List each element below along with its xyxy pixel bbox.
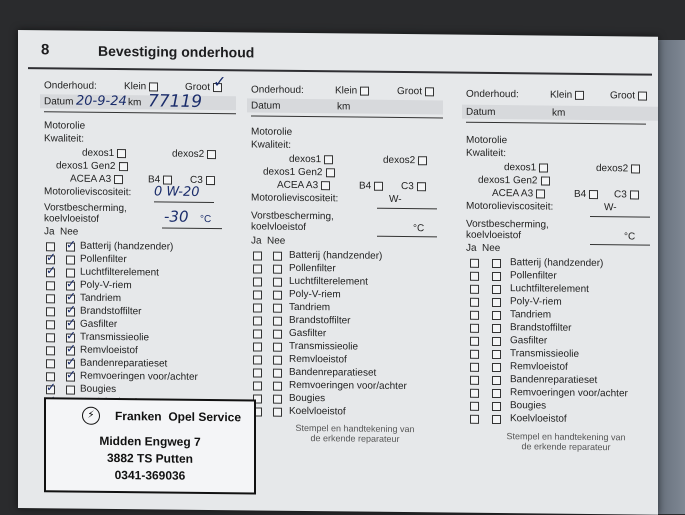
dexos1gen2-option[interactable]: dexos1 Gen2 — [478, 175, 550, 187]
celsius-unit: °C — [624, 231, 636, 243]
check-mark-icon: ✓ — [66, 354, 77, 369]
b4-option[interactable]: B4 — [574, 189, 598, 200]
list-item: Batterij (handzender) — [251, 249, 443, 251]
vorst-label-1: Vorstbescherming, — [44, 202, 127, 215]
list-item: ✓ Gasfilter — [44, 318, 236, 320]
dexos1-option[interactable]: dexos1 — [289, 154, 333, 165]
check-mark-icon: ✓ — [66, 341, 77, 356]
opel-bolt-icon: ⚡ — [82, 407, 100, 425]
list-item: ✓ Bougies — [46, 380, 117, 396]
c3-option[interactable]: C3 — [614, 189, 639, 200]
dealer-stamp — [44, 397, 256, 494]
list-item: ✓ Batterij (handzender) — [44, 240, 236, 242]
stamp-caption: Stempel en handtekening van de erkende reparateur — [506, 431, 626, 453]
nee-header: Nee — [60, 226, 79, 238]
visc-label: Motorolieviscositeit: — [251, 192, 339, 205]
groot-option[interactable]: Groot — [610, 90, 647, 101]
check-mark-icon: ✓ — [46, 250, 57, 265]
list-item: Gasfilter — [466, 335, 658, 337]
stamp-street: Midden Engweg 7 — [99, 433, 201, 449]
groot-option[interactable]: Groot — [397, 86, 434, 97]
list-item: Remvoeringen voor/achter — [466, 387, 658, 389]
dexos1gen2-option[interactable]: dexos1 Gen2 — [56, 160, 128, 172]
list-item: Pollenfilter — [251, 262, 443, 264]
stamp-city: 3882 TS Putten — [106, 450, 194, 466]
dexos1gen2-option[interactable]: dexos1 Gen2 — [263, 167, 335, 179]
list-item: Luchtfilterelement — [466, 283, 658, 285]
km-label: km — [128, 97, 142, 109]
km-label: km — [337, 101, 351, 113]
check-mark-icon: ✓ — [66, 367, 77, 382]
nee-header: Nee — [267, 235, 286, 247]
maintenance-column-3 — [466, 79, 658, 481]
check-mark-icon: ✓ — [66, 289, 77, 304]
klein-option[interactable]: Klein — [550, 90, 584, 101]
celsius-unit: °C — [413, 223, 425, 235]
booklet-page — [18, 30, 658, 515]
motorolie-label: Motorolie — [466, 134, 508, 147]
vorst-label-1: Vorstbescherming, — [466, 218, 549, 231]
check-mark-icon: ✓ — [66, 315, 77, 330]
list-item: Brandstoffilter — [466, 322, 658, 324]
visc-label: Motorolieviscositeit: — [466, 200, 554, 213]
page-title: Bevestiging onderhoud — [98, 42, 255, 61]
page-number: 8 — [41, 41, 50, 59]
list-item: Pollenfilter — [466, 270, 658, 272]
dexos2-option[interactable]: dexos2 — [596, 163, 640, 174]
dexos2-option[interactable]: dexos2 — [383, 155, 427, 166]
stamp-name: Franken Opel Service — [114, 409, 242, 425]
list-item: Poly-V-riem — [466, 296, 658, 298]
dexos1-option[interactable]: dexos1 — [504, 162, 548, 173]
ja-header: Ja — [466, 242, 477, 254]
acea-option[interactable]: ACEA A3 — [277, 180, 330, 192]
list-item: ✓ Poly-V-riem — [44, 279, 236, 281]
list-item: ✓ Remvloeistof — [44, 344, 236, 346]
check-mark-icon: ✓ — [66, 302, 77, 317]
stamp-caption: Stempel en handtekening van de erkende reparateur — [295, 422, 415, 444]
list-item: ✓ Tandriem — [44, 292, 236, 294]
groot-option[interactable]: Groot ✓ — [185, 71, 227, 94]
list-item: Koelvloeistof — [466, 413, 658, 415]
check-mark-icon: ✓ — [66, 276, 77, 291]
onderhoud-label: Onderhoud: — [251, 84, 304, 96]
list-item: Remvoeringen voor/achter — [251, 379, 443, 381]
acea-option[interactable]: ACEA A3 — [70, 174, 123, 186]
ja-header: Ja — [251, 235, 262, 247]
visc-w-label: W- — [389, 193, 402, 206]
stamp-phone: 0341-369036 — [114, 468, 186, 483]
list-item: Koelvloeistof — [251, 405, 443, 407]
km-value[interactable]: 77119 — [148, 91, 203, 112]
datum-label: Datum — [251, 100, 281, 112]
list-item: Brandstoffilter — [251, 314, 443, 316]
visc-w-label: W- — [604, 202, 617, 214]
visc-value[interactable]: 0 W-20 — [154, 184, 200, 200]
datum-label: Datum — [466, 106, 496, 119]
datum-value[interactable]: 20-9-24 — [76, 93, 127, 110]
list-item: ✓ Bandenreparatieset — [44, 357, 236, 359]
list-item: Gasfilter — [251, 327, 443, 329]
vorst-label-2: koelvloeistof — [251, 221, 307, 234]
onderhoud-label: Onderhoud: — [44, 80, 97, 92]
nee-header: Nee — [482, 242, 501, 255]
dexos1-option[interactable]: dexos1 — [82, 148, 126, 159]
motorolie-label: Motorolie — [44, 120, 86, 132]
motorolie-label: Motorolie — [251, 126, 293, 138]
onderhoud-label: Onderhoud: — [466, 88, 519, 101]
list-item: Tandriem — [466, 309, 658, 311]
kwaliteit-label: Kwaliteit: — [251, 139, 292, 151]
vorst-label-2: koelvloeistof — [466, 229, 522, 242]
km-label: km — [552, 107, 566, 119]
list-item: Bougies — [466, 400, 658, 402]
list-item: Bandenreparatieset — [466, 374, 658, 376]
list-item: Bandenreparatieset — [251, 366, 443, 368]
kwaliteit-label: Kwaliteit: — [466, 147, 507, 160]
list-item: Bougies — [251, 392, 443, 394]
list-item: ✓ Luchtfilterelement — [46, 263, 159, 279]
list-item: Poly-V-riem — [251, 288, 443, 290]
c3-option[interactable]: C3 — [190, 175, 215, 186]
check-mark-icon: ✓ — [213, 71, 227, 92]
check-mark-icon: ✓ — [46, 380, 57, 395]
b4-option[interactable]: B4 — [359, 181, 383, 192]
list-item: Remvloeistof — [466, 361, 658, 363]
list-item: ✓ Transmissieolie — [44, 331, 236, 333]
list-item: Remvloeistof — [251, 353, 443, 355]
check-mark-icon: ✓ — [66, 328, 77, 343]
check-mark-icon: ✓ — [46, 263, 57, 278]
dexos2-option[interactable]: dexos2 — [172, 149, 216, 160]
celsius-unit: °C — [200, 213, 212, 226]
acea-option[interactable]: ACEA A3 — [492, 188, 545, 200]
list-item: ✓ Brandstoffilter — [44, 305, 236, 307]
list-item: ✓ Remvoeringen voor/achter — [44, 370, 236, 372]
list-item: Luchtfilterelement — [251, 275, 443, 277]
vorst-label-1: Vorstbescherming, — [251, 210, 334, 223]
check-mark-icon: ✓ — [66, 237, 77, 252]
visc-label: Motorolieviscositeit: — [44, 186, 132, 199]
vorst-label-2: koelvloeistof — [44, 213, 100, 225]
list-item: Batterij (handzender) — [466, 257, 658, 259]
klein-option[interactable]: Klein — [124, 81, 158, 92]
list-item: Transmissieolie — [251, 340, 443, 342]
datum-label: Datum — [44, 96, 74, 108]
list-item: Tandriem — [251, 301, 443, 303]
list-item: Transmissieolie — [466, 348, 658, 350]
b4-option[interactable]: B4 — [148, 174, 172, 185]
ja-header: Ja — [44, 226, 55, 238]
klein-option[interactable]: Klein — [335, 85, 369, 96]
list-item: ✓ Pollenfilter — [46, 250, 127, 266]
kwaliteit-label: Kwaliteit: — [44, 133, 85, 145]
c3-option[interactable]: C3 — [401, 181, 426, 192]
vorst-value[interactable]: -30 — [164, 207, 189, 226]
